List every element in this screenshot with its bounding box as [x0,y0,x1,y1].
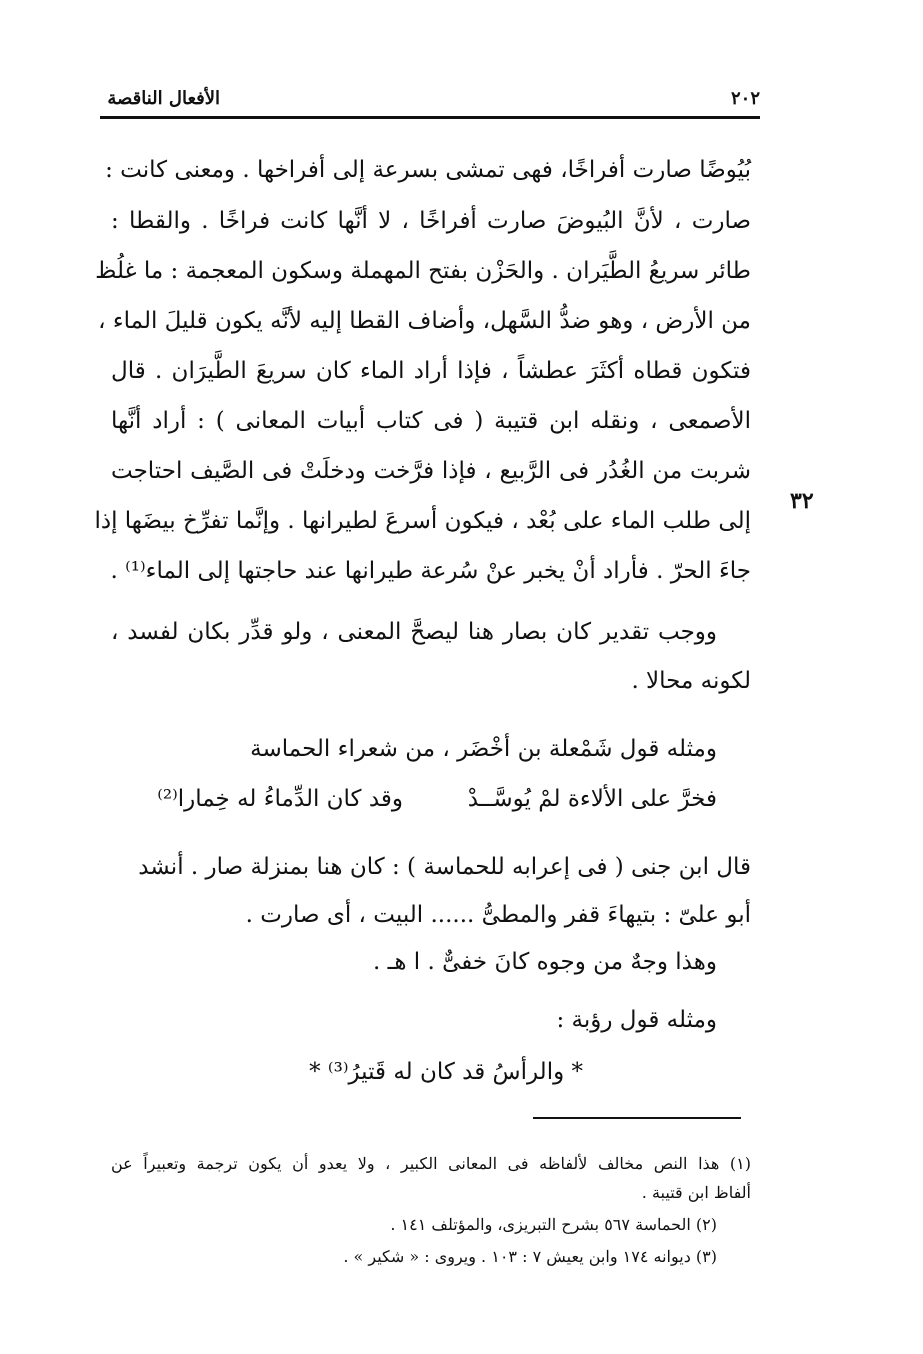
verse-ruba: * والرأسُ قد كان له قَتيرُ⁽³⁾ * [309,1059,583,1085]
text-line: بُيُوضًا صارت أفراخًا، فهى تمشى بسرعة إلى أفراخها . ومعنى كانت : [105,157,751,183]
footnote-1-continued: ألفاظ ابن قتيبة . [641,1183,751,1202]
verse-intro-ruba: ومثله قول رؤبة : [556,1007,717,1033]
text-line: قال ابن جنى ( فى إعرابه للحماسة ) : كان هنا بمنزلة صار . أنشد [138,854,751,880]
running-title: الأفعال الناقصة [107,88,220,109]
text-line: الأصمعى ، ونقله ابن قتيبة ( فى كتاب أبيات المعانى ) : أراد أنَّها [111,408,751,434]
text-line: وهذا وجهٌ من وجوه كانَ خفىٌّ . ا هـ . [373,949,717,975]
verse-first-hemistich: فخرَّ على الألاءة لمْ يُوسَّــدْ [467,786,717,812]
text-line: من الأرض ، وهو ضدُّ السَّهل، وأضاف القطا إليه لأنَّه يكون قليلَ الماء ، [98,308,751,334]
text-line: أبو علىّ : بتيهاءَ قفر والمطىُّ ...... البيت ، أى صارت . [245,902,751,928]
footnote-divider [533,1117,741,1119]
text-line: إلى طلب الماء على بُعْد ، فيكون أسرعَ لطيرانها . وإنَّما تفرِّخ بيضَها إذا [94,508,751,534]
page-header [100,82,760,119]
footnote-1: (١) هذا النص مخالف لألفاظه فى المعانى الكبير ، ولا يعدو أن يكون ترجمة وتعبيراً عن [111,1154,751,1173]
text-line: شربت من الغُدُر فى الرَّبيع ، فإذا فرَّخت ودخلَتْ فى الصَّيف احتاجت [111,458,751,484]
text-line: ووجب تقدير كان بصار هنا ليصحَّ المعنى ، ولو قدِّر بكان لفسد ، [111,619,717,645]
text-line: فتكون قطاه أكثَرَ عطشاً ، فإذا أراد الماء كان سريعَ الطَّيرَان . قال [111,358,751,384]
text-line: لكونه محالا . [631,668,751,694]
margin-number: ٣٢ [790,488,814,514]
text-line: جاءَ الحرّ . فأراد أنْ يخبر عنْ سُرعة طيرانها عند حاجتها إلى الماء⁽¹⁾ . [110,558,751,584]
page-number: ٢٠٢ [730,88,760,109]
text-line: صارت ، لأنَّ البُيوضَ صارت أفراخًا ، لا أنَّها كانت فراخًا . والقطا : [111,208,751,234]
text-line: طائر سريعُ الطَّيَران . والحَزْن بفتح المهملة وسكون المعجمة : ما غلُظ [95,258,751,284]
verse-second-hemistich: وقد كان الدِّماءُ له خِمارا⁽²⁾ [157,786,403,812]
verse-intro-shamala: ومثله قول شَمْعلة بن أخْضَر ، من شعراء الحماسة [250,736,717,762]
footnote-3: (٣) ديوانه ١٧٤ وابن يعيش ٧ : ١٠٣ . ويروى : « شكير » . [343,1247,717,1266]
footnote-2: (٢) الحماسة ٥٦٧ بشرح التبريزى، والمؤتلف ١٤١ . [390,1215,717,1234]
